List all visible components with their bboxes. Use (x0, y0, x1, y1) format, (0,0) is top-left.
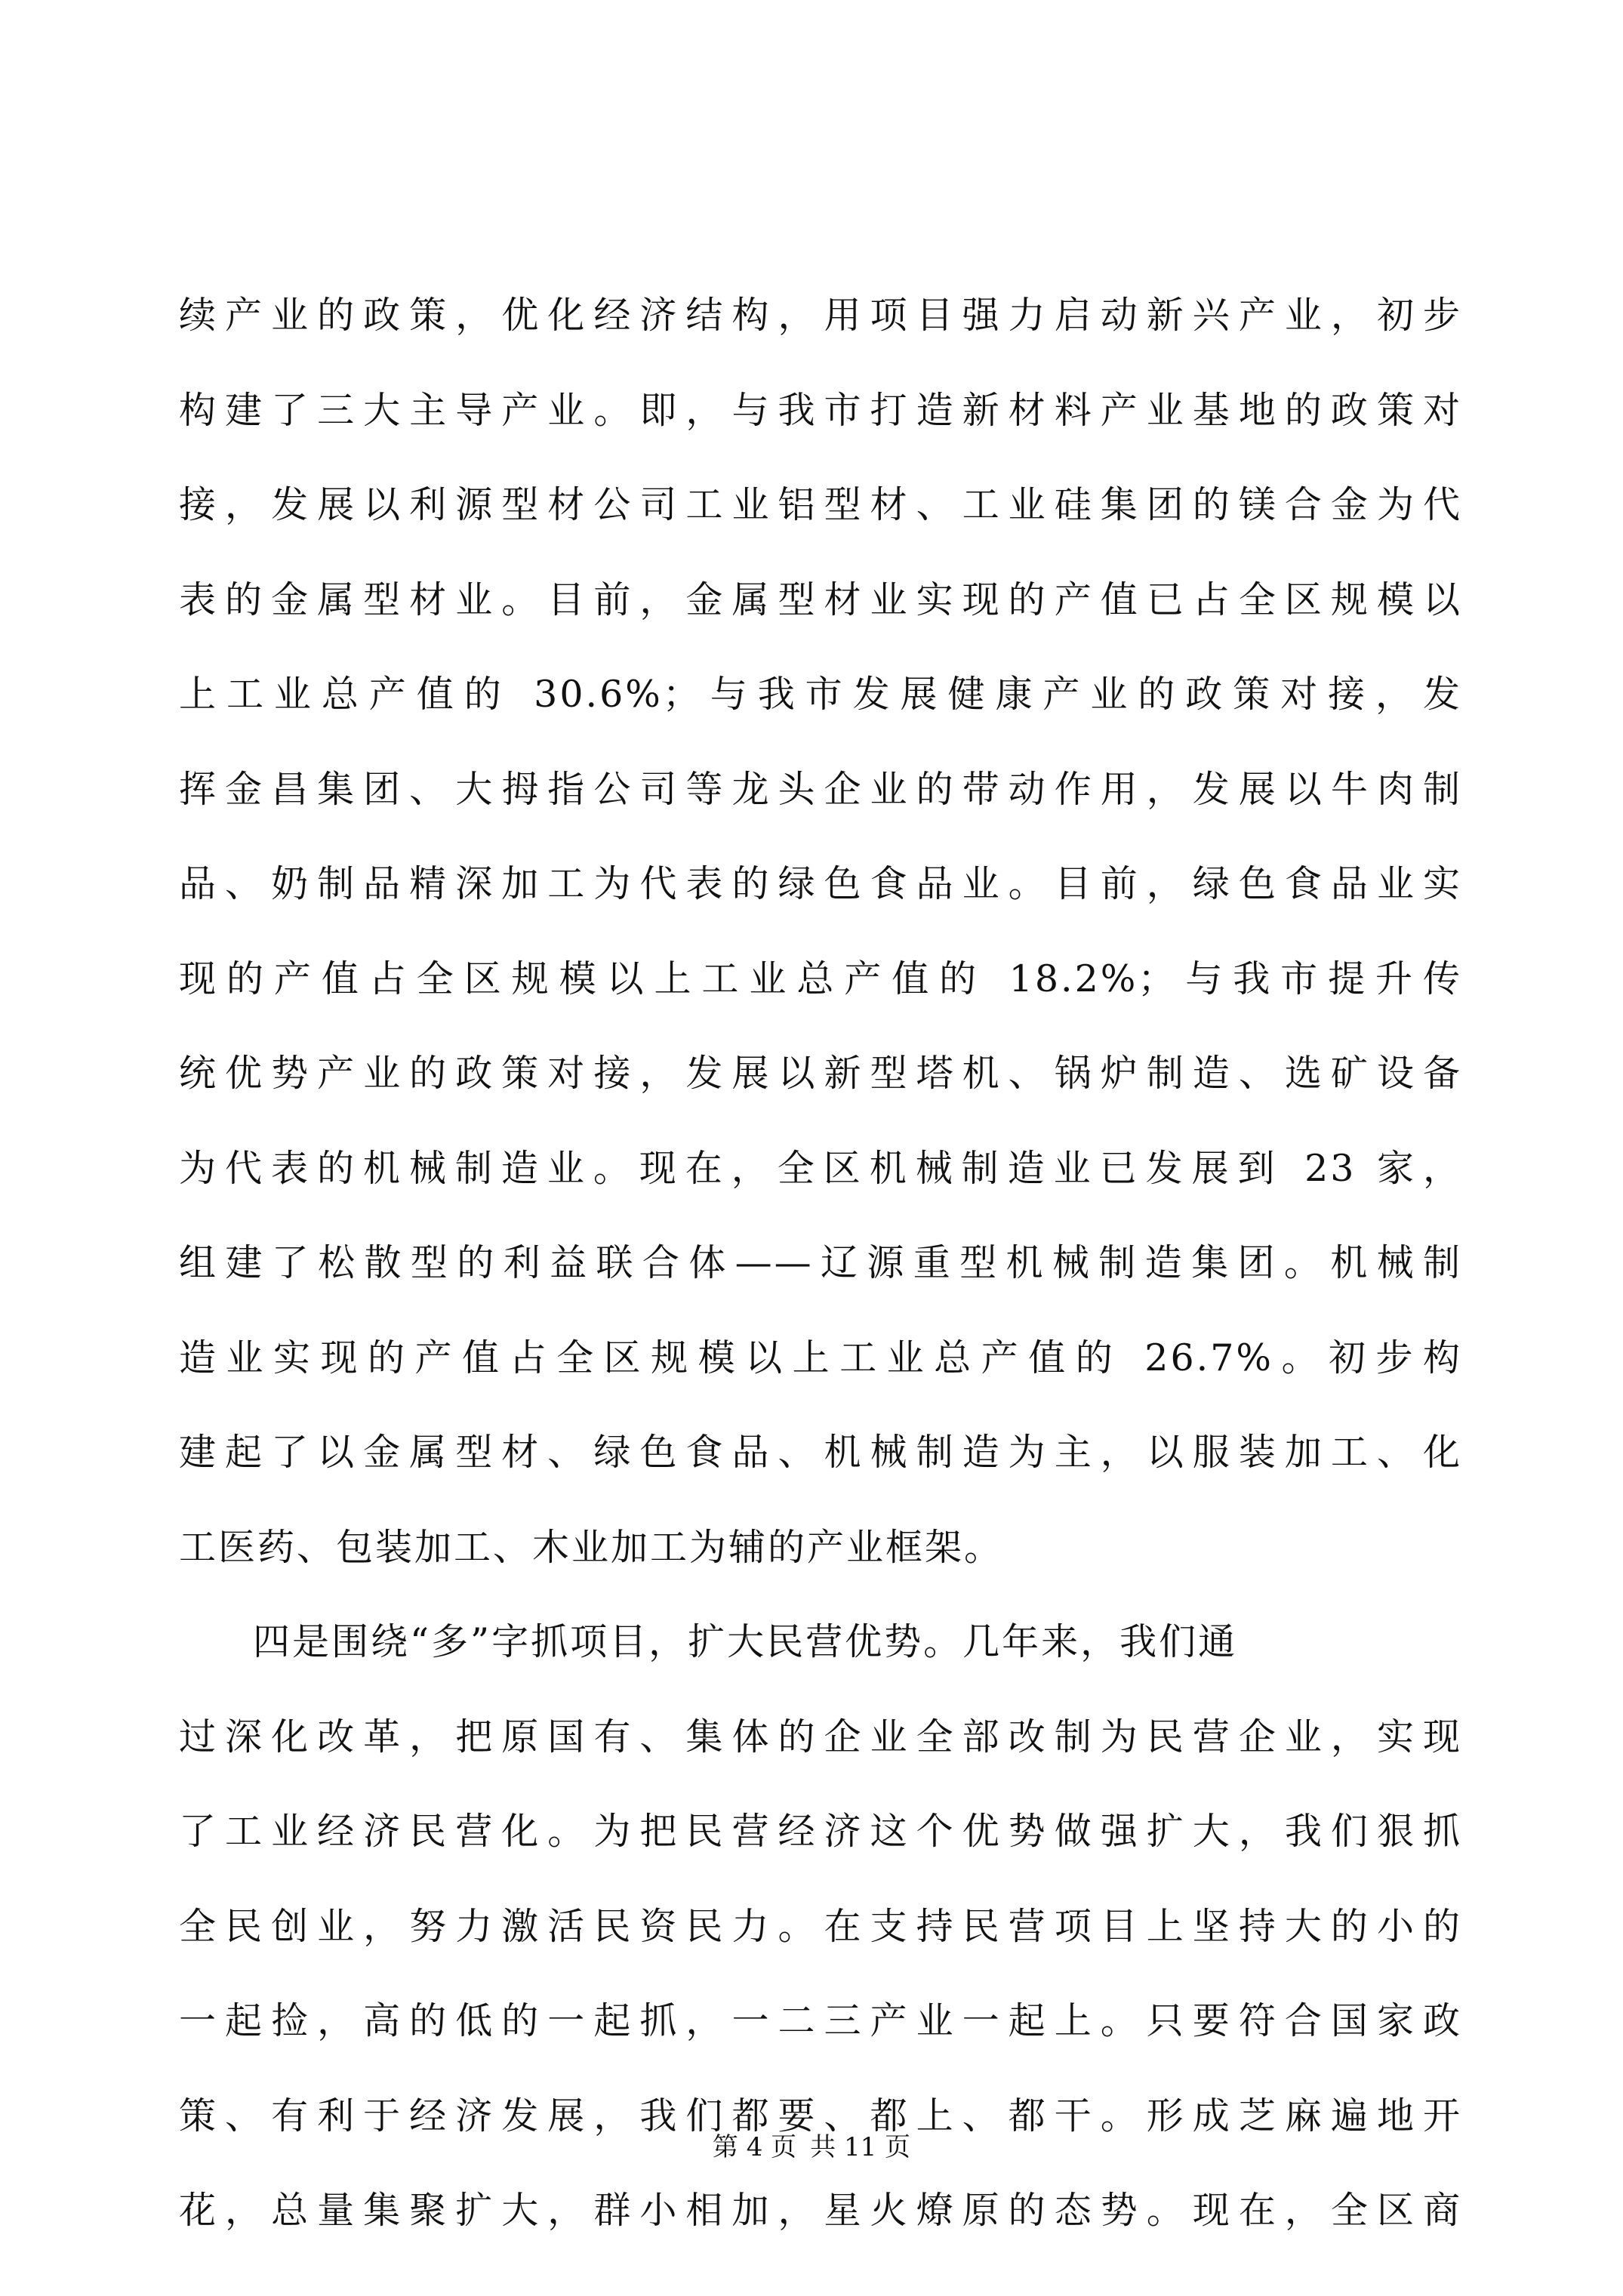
body-text (179, 268, 1462, 2258)
text-line: 建起了以金属型材、绿色食品、机械制造为主，以服装加工、化 (179, 1431, 1462, 1474)
text-line: 构建了三大主导产业。即，与我市打造新材料产业基地的政策对 (179, 388, 1462, 432)
text-line: 统优势产业的政策对接，发展以新型塔机、锅炉制造、选矿设备 (179, 1052, 1462, 1095)
text-line-paragraph-end: 工医药、包装加工、木业加工为辅的产业框架。 (179, 1525, 1004, 1569)
text-line: 花，总量集聚扩大，群小相加，星火燎原的态势。现在，全区商 (179, 2189, 1462, 2232)
text-line: 策、有利于经济发展，我们都要、都上、都干。形成芝麻遍地开 (179, 2094, 1462, 2137)
text-line: 了工业经济民营化。为把民营经济这个优势做强扩大，我们狠抓 (179, 1810, 1462, 1853)
text-line: 品、奶制品精深加工为代表的绿色食品业。目前，绿色食品业实 (179, 862, 1462, 905)
text-line: 续产业的政策，优化经济结构，用项目强力启动新兴产业，初步 (179, 294, 1462, 337)
text-line: 为代表的机械制造业。现在，全区机械制造业已发展到 23 家， (179, 1146, 1462, 1190)
text-line: 一起捡，高的低的一起抓，一二三产业一起上。只要符合国家政 (179, 1999, 1462, 2042)
text-line: 挥金昌集团、大拇指公司等龙头企业的带动作用，发展以牛肉制 (179, 767, 1462, 811)
text-line: 全民创业，努力激活民资民力。在支持民营项目上坚持大的小的 (179, 1904, 1462, 1948)
text-line: 过深化改革，把原国有、集体的企业全部改制为民营企业，实现 (179, 1715, 1462, 1758)
text-line: 现的产值占全区规模以上工业总产值的 18.2%；与我市提升传 (179, 957, 1462, 1000)
text-line-paragraph-start: 四是围绕“多”字抓项目，扩大民营优势。几年来，我们通 (253, 1620, 1238, 1663)
text-line: 接，发展以利源型材公司工业铝型材、工业硅集团的镁合金为代 (179, 483, 1462, 526)
text-line: 造业实现的产值占全区规模以上工业总产值的 26.7%。初步构 (179, 1336, 1462, 1379)
page-number: 第 4 页 (712, 2132, 797, 2162)
text-line: 组建了松散型的利益联合体——辽源重型机械制造集团。机械制 (179, 1241, 1462, 1284)
text-line: 表的金属型材业。目前，金属型材业实现的产值已占全区规模以 (179, 578, 1462, 621)
text-line: 上工业总产值的 30.6%；与我市发展健康产业的政策对接，发 (179, 673, 1462, 716)
page-total: 共 11 页 (810, 2132, 911, 2162)
page-footer (0, 2129, 1623, 2165)
